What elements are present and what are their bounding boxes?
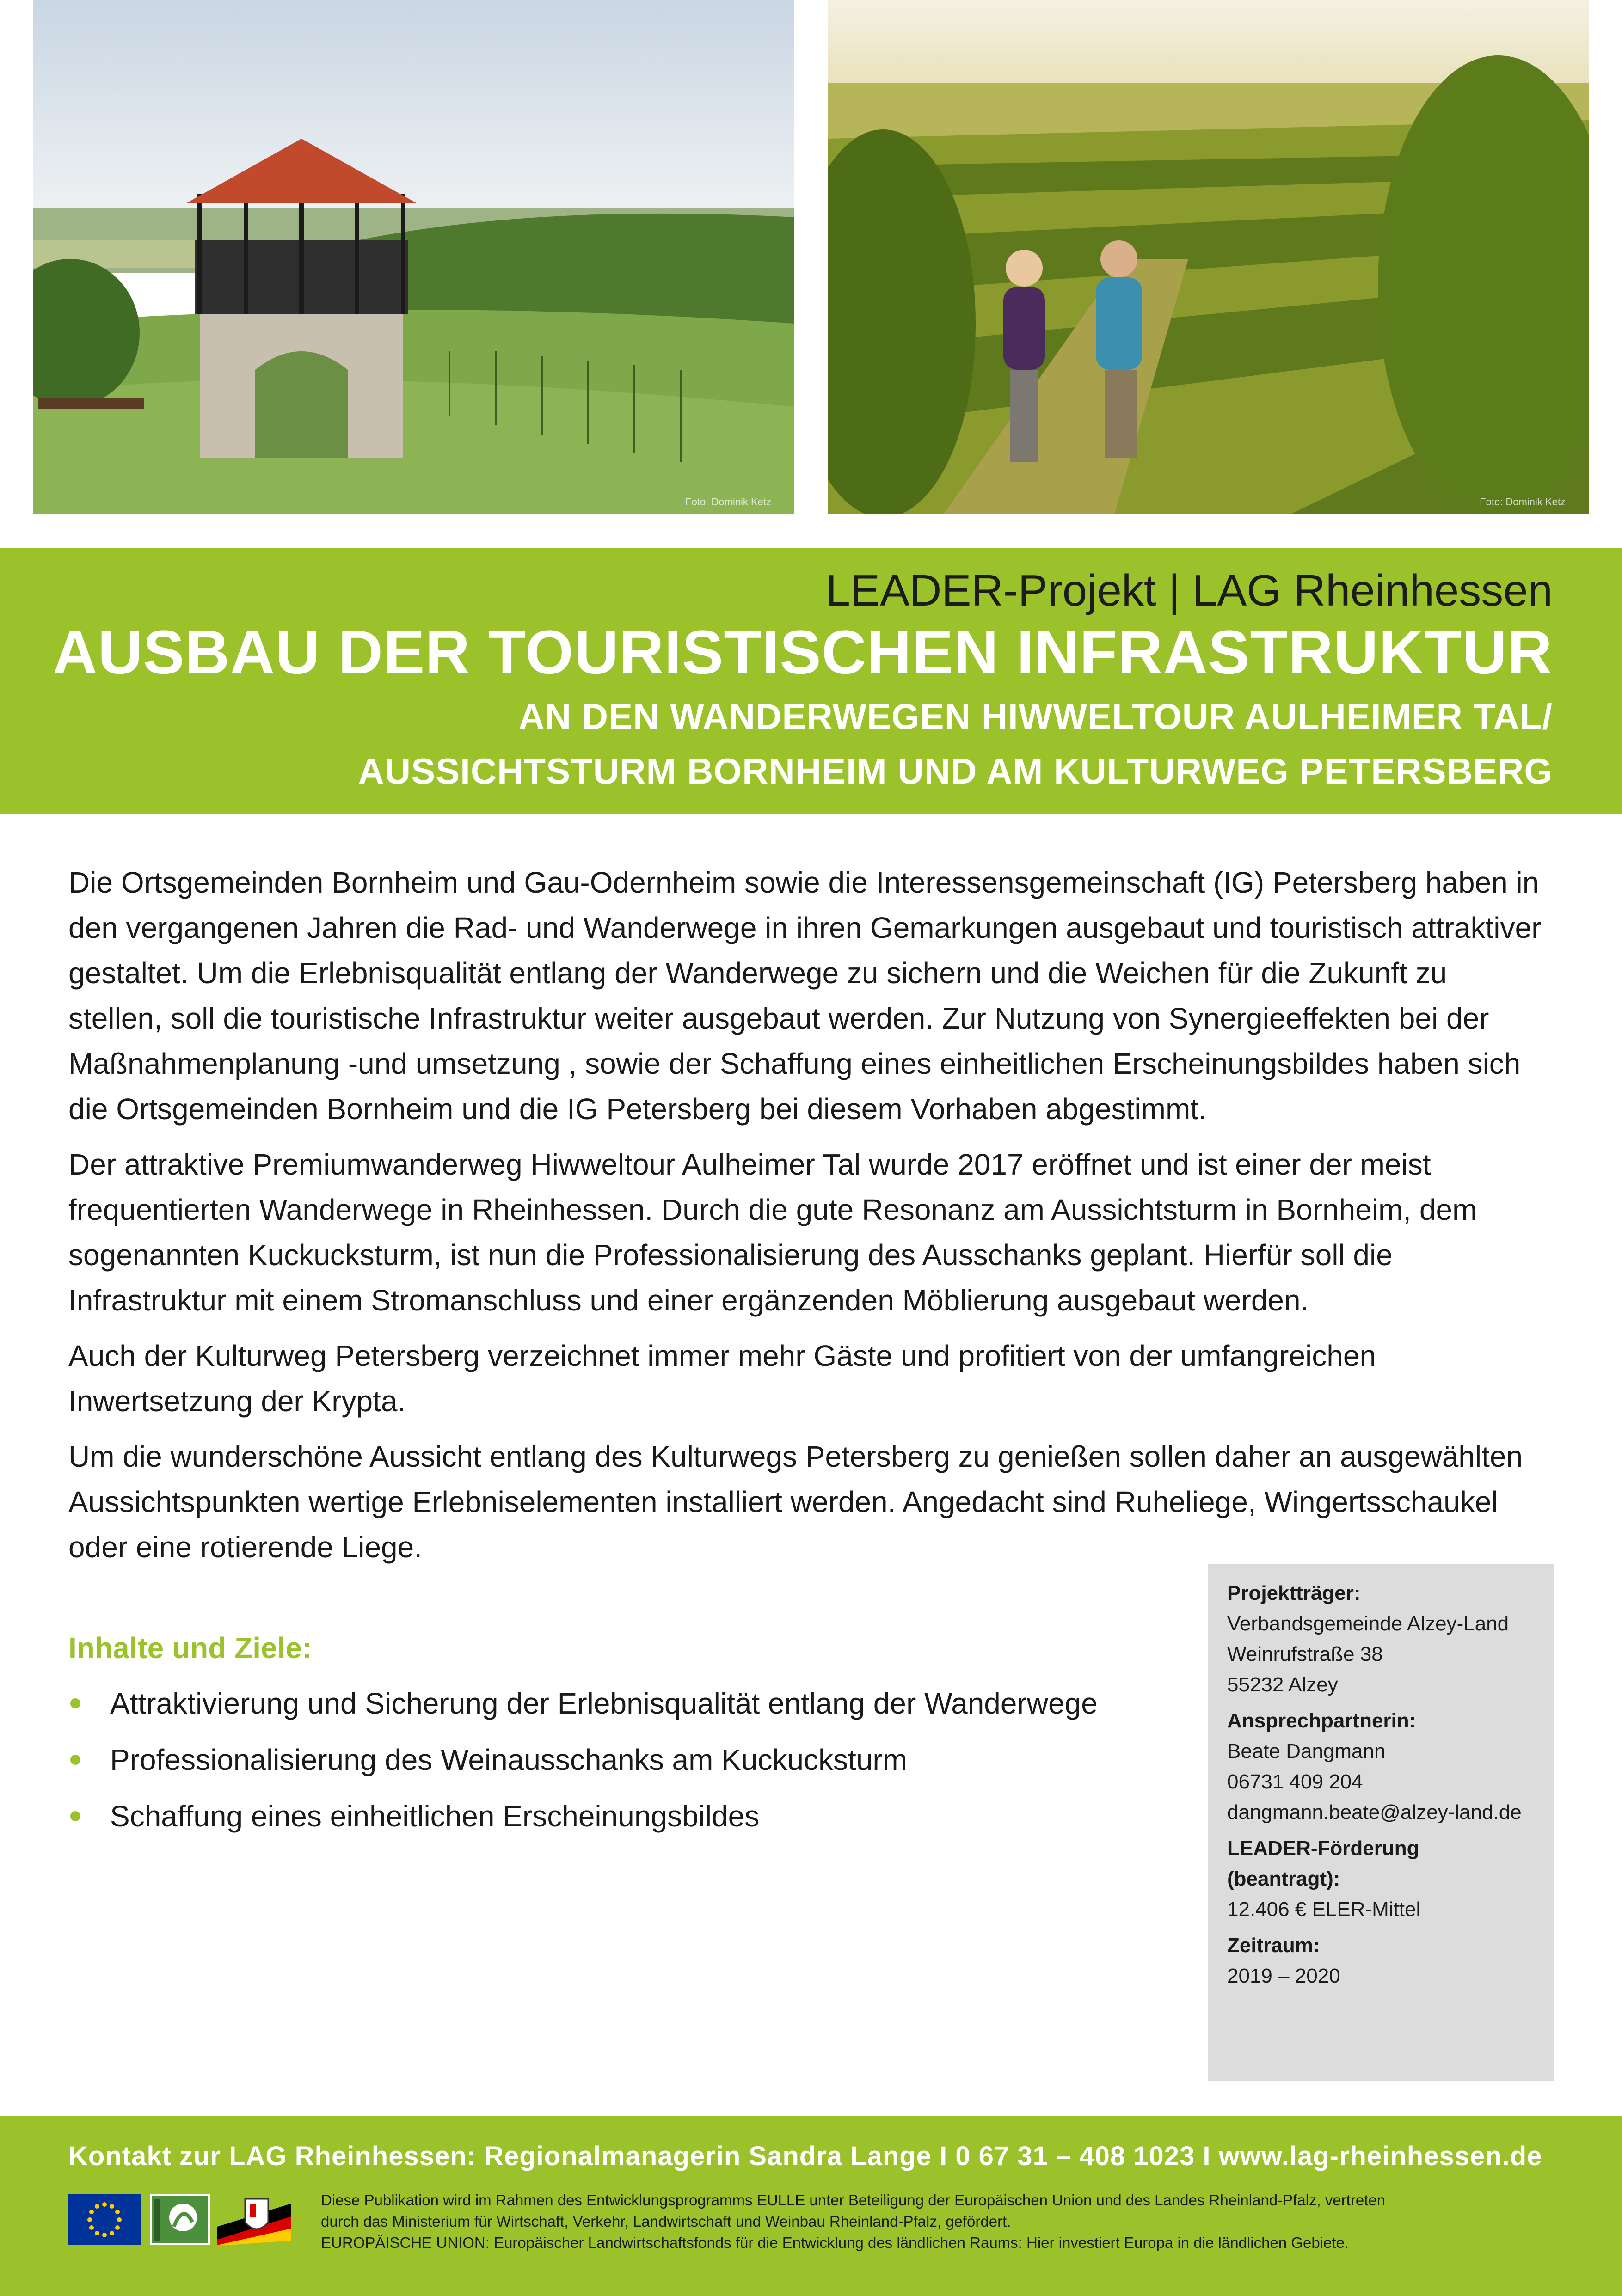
photo-hikers-vineyard: [828, 0, 1589, 514]
legal-line: Diese Publikation wird im Rahmen des Entwicklungsprogramms EULLE unter Beteiligung der Europäischen Union und des Landes Rheinland-Pfalz, vertreten: [321, 2192, 1386, 2209]
page-title: AUSBAU DER TOURISTISCHEN INFRASTRUKTUR: [52, 618, 1553, 687]
info-value: 55232 Alzey: [1227, 1673, 1338, 1696]
info-label: Projektträger:: [1227, 1582, 1361, 1604]
photo-credit: Foto: Dominik Ketz: [685, 496, 771, 508]
photo-lookout-tower: [33, 0, 794, 514]
list-item: Professionalisierung des Weinausschanks am Kuckucksturm: [68, 1739, 1178, 1781]
info-label: Ansprechpartnerin:: [1227, 1709, 1416, 1732]
description-paragraph: Um die wunderschöne Aussicht entlang des Kulturwegs Petersberg zu genießen sollen daher an ausgewählten Aussichtspunkten wertige Erlebniselementen installiert werden. Angedacht sind Ruheliege, Wingertsschaukel oder eine rotierende Liege.: [68, 1440, 1523, 1564]
lookout-tower-image: [33, 0, 794, 514]
footer-legal-notice: [321, 2190, 1569, 2253]
project-kicker: LEADER-Projekt | LAG Rheinhessen: [825, 566, 1553, 615]
info-label: Zeitraum:: [1227, 1934, 1320, 1957]
info-value: Weinrufstraße 38: [1227, 1643, 1383, 1665]
legal-line: EUROPÄISCHE UNION: Europäischer Landwirtschaftsfonds für die Entwicklung des ländlichen Raums: Hier investiert Europa in die ländlichen Gebiete.: [321, 2234, 1349, 2251]
info-value: 2019 – 2020: [1227, 1965, 1340, 1987]
page-subtitle-line-1: AN DEN WANDERWEGEN HIWWELTOUR AULHEIMER TAL/: [518, 696, 1553, 737]
info-value: 12.406 € ELER-Mittel: [1227, 1898, 1421, 1921]
goals-heading: Inhalte und Ziele:: [68, 1631, 312, 1665]
list-item: Schaffung eines einheitlichen Erscheinungsbildes: [68, 1795, 1178, 1837]
footer-contact: Kontakt zur LAG Rheinhessen: Regionalmanagerin Sandra Lange I 0 67 31 – 408 1023 I www.lag-rheinhessen.de: [68, 2141, 1542, 2171]
info-value: Verbandsgemeinde Alzey-Land: [1227, 1612, 1509, 1635]
info-value: Beate Dangmann: [1227, 1740, 1386, 1763]
list-item: Attraktivierung und Sicherung der Erlebnisqualität entlang der Wanderwege: [68, 1683, 1178, 1724]
info-group-contact: [1227, 1706, 1535, 1828]
photo-credit: Foto: Dominik Ketz: [1480, 496, 1566, 508]
footer-band: [0, 2116, 1622, 2296]
hikers-vineyard-image: [828, 0, 1589, 514]
description-paragraph: Der attraktive Premiumwanderweg Hiwweltour Aulheimer Tal wurde 2017 eröffnet und ist einer der meist frequentierten Wanderwege in Rheinhessen. Durch die gute Resonanz am Aussichtsturm in Bornheim, dem sogenannten Kuckucksturm, ist nun die Professionalisierung des Ausschanks geplant. Hierfür soll die Infrastruktur mit einem Stromanschluss und einer ergänzenden Möblierung ausgebaut werden.: [68, 1148, 1477, 1317]
goals-list: [68, 1683, 1178, 1852]
description-paragraph: Die Ortsgemeinden Bornheim und Gau-Odernheim sowie die Interessensgemeinschaft (IG) Petersberg haben in den vergangenen Jahren die Rad- und Wanderwege in ihren Gemarkungen ausgebaut und touristisch attraktiver gestaltet. Um die Erlebnisqualität entlang der Wanderwege zu sichern und die Weichen für die Zukunft zu stellen, soll die touristische Infrastruktur weiter ausgebaut werden. Zur Nutzung von Synergieeffekten bei der Maßnahmenplanung -und umsetzung , sowie der Schaffung eines einheitlichen Erscheinungsbildes haben sich die Ortsgemeinden Bornheim und die IG Petersberg bei diesem Vorhaben abgestimmt.: [68, 866, 1542, 1126]
contact-email: dangmann.beate@alzey-land.de: [1227, 1801, 1522, 1824]
project-info-box: [1208, 1564, 1554, 2081]
eu-flag-icon: [68, 2194, 141, 2245]
description-paragraph: Auch der Kulturweg Petersberg verzeichnet immer mehr Gäste und profitiert von der umfangreichen Inwertsetzung der Krypta.: [68, 1339, 1376, 1418]
info-group-period: [1227, 1930, 1535, 1991]
info-label: LEADER-Förderung (beantragt):: [1227, 1837, 1419, 1890]
leader-logo-icon: [150, 2194, 210, 2245]
header-band: [0, 548, 1622, 814]
info-group-funding: [1227, 1833, 1535, 1925]
info-value: 06731 409 204: [1227, 1770, 1363, 1793]
legal-line: durch das Ministerium für Wirtschaft, Verkehr, Landwirtschaft und Weinbau Rheinland-Pfalz, gefördert.: [321, 2213, 1011, 2230]
page-subtitle-line-2: AUSSICHTSTURM BORNHEIM UND AM KULTURWEG PETERSBERG: [358, 751, 1553, 791]
project-description: [68, 860, 1548, 1580]
rlp-coat-of-arms-icon: [217, 2194, 291, 2245]
info-group-traeger: [1227, 1578, 1535, 1700]
